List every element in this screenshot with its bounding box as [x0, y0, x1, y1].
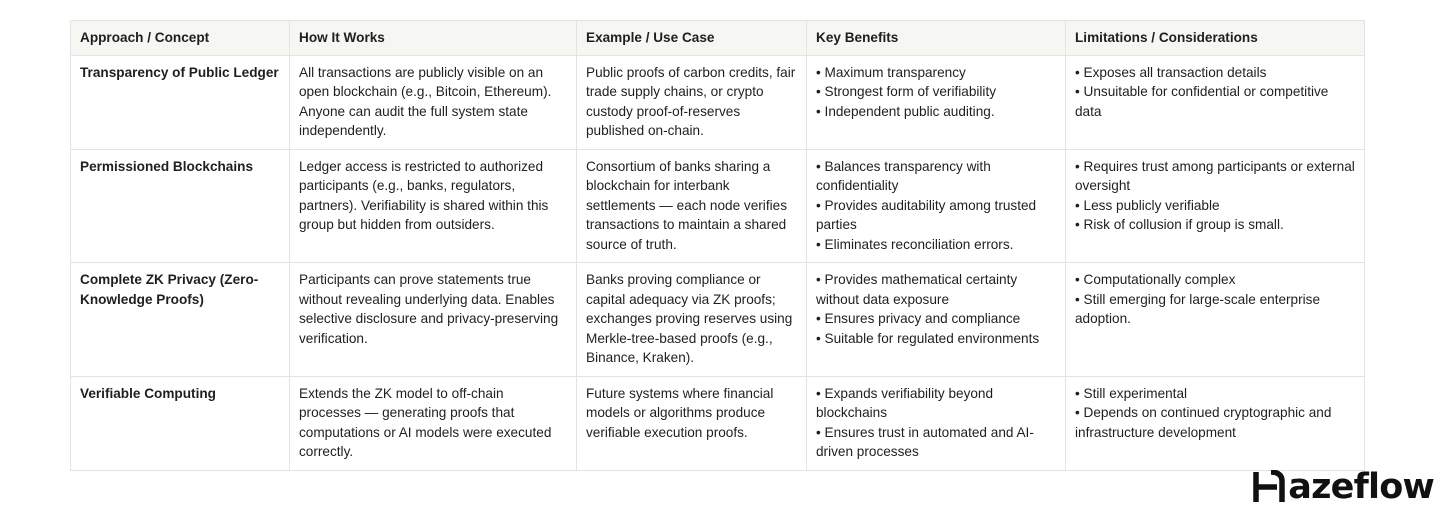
cell-limitations: [1066, 376, 1365, 470]
cell-limitations: [1066, 55, 1365, 149]
benefit-item: • Maximum transparency: [816, 64, 966, 80]
cell-concept: Transparency of Public Ledger: [71, 55, 290, 149]
cell-example: Public proofs of carbon credits, fair trade supply chains, or crypto custody proof-of-reserves published on-chain.: [577, 55, 807, 149]
benefit-item: • Provides mathematical certainty without data exposure: [816, 272, 1018, 307]
cell-limitations: [1066, 149, 1365, 263]
cell-benefits: [807, 376, 1066, 470]
cell-benefits: [807, 55, 1066, 149]
limitation-item: • Still experimental: [1075, 385, 1188, 401]
limitation-item: • Unsuitable for confidential or competitive data: [1075, 84, 1329, 119]
table-row: [71, 149, 1365, 263]
limitation-item: • Exposes all transaction details: [1075, 64, 1267, 80]
cell-concept: Permissioned Blockchains: [71, 149, 290, 263]
benefit-item: • Suitable for regulated environments: [816, 330, 1040, 346]
cell-how-it-works: Participants can prove statements true without revealing underlying data. Enables selective disclosure and privacy-preserving verification.: [290, 263, 577, 377]
hazeflow-logo: [1252, 467, 1434, 507]
benefit-item: • Ensures privacy and compliance: [816, 311, 1021, 326]
benefit-item: • Strongest form of verifiability: [816, 84, 997, 99]
cell-example: Consortium of banks sharing a blockchain for interbank settlements — each node verifies transactions to maintain a shared source of truth.: [577, 149, 807, 263]
comparison-table-container: [70, 20, 1364, 471]
benefit-item: • Ensures trust in automated and AI-driven processes: [816, 424, 1034, 459]
header-how-it-works: How It Works: [290, 21, 577, 56]
benefit-item: • Provides auditability among trusted parties: [816, 197, 1037, 232]
limitation-item: • Requires trust among participants or external oversight: [1075, 158, 1355, 193]
limitation-item: • Less publicly verifiable: [1075, 197, 1220, 213]
header-key-benefits: Key Benefits: [807, 21, 1066, 56]
comparison-table: [70, 20, 1365, 471]
header-approach: Approach / Concept: [71, 21, 290, 56]
cell-how-it-works: Ledger access is restricted to authorized participants (e.g., banks, regulators, partners). Verifiability is shared within this group but hidden from outsiders.: [290, 149, 577, 263]
cell-example: Future systems where financial models or algorithms produce verifiable execution proofs.: [577, 376, 807, 470]
cell-how-it-works: Extends the ZK model to off-chain processes — generating proofs that computations or AI models were executed correctly.: [290, 376, 577, 470]
benefit-item: • Balances transparency with confidentiality: [816, 158, 991, 193]
benefit-item: • Expands verifiability beyond blockchains: [816, 385, 994, 420]
cell-example: Banks proving compliance or capital adequacy via ZK proofs; exchanges proving reserves using Merkle-tree-based proofs (e.g., Binance, Kraken).: [577, 263, 807, 377]
cell-concept: Complete ZK Privacy (Zero-Knowledge Proofs): [71, 263, 290, 377]
cell-concept: Verifiable Computing: [71, 376, 290, 470]
cell-benefits: [807, 149, 1066, 263]
table-header-row: [71, 21, 1365, 56]
cell-how-it-works: All transactions are publicly visible on an open blockchain (e.g., Bitcoin, Ethereum). Anyone can audit the full system state independently.: [290, 55, 577, 149]
cell-benefits: [807, 263, 1066, 377]
limitation-item: • Risk of collusion if group is small.: [1075, 217, 1284, 232]
table-row: [71, 55, 1365, 149]
hazeflow-h-icon: [1252, 470, 1286, 504]
logo-wordmark: azeflow: [1288, 467, 1434, 507]
benefit-item: • Independent public auditing.: [816, 103, 995, 119]
benefit-item: • Eliminates reconciliation errors.: [816, 236, 1014, 252]
limitation-item: • Still emerging for large-scale enterprise adoption.: [1075, 291, 1321, 326]
cell-limitations: [1066, 263, 1365, 377]
header-limitations: Limitations / Considerations: [1066, 21, 1365, 56]
limitation-item: • Depends on continued cryptographic and infrastructure development: [1075, 405, 1332, 440]
limitation-item: • Computationally complex: [1075, 272, 1236, 287]
header-example: Example / Use Case: [577, 21, 807, 56]
table-row: [71, 263, 1365, 377]
table-row: [71, 376, 1365, 470]
